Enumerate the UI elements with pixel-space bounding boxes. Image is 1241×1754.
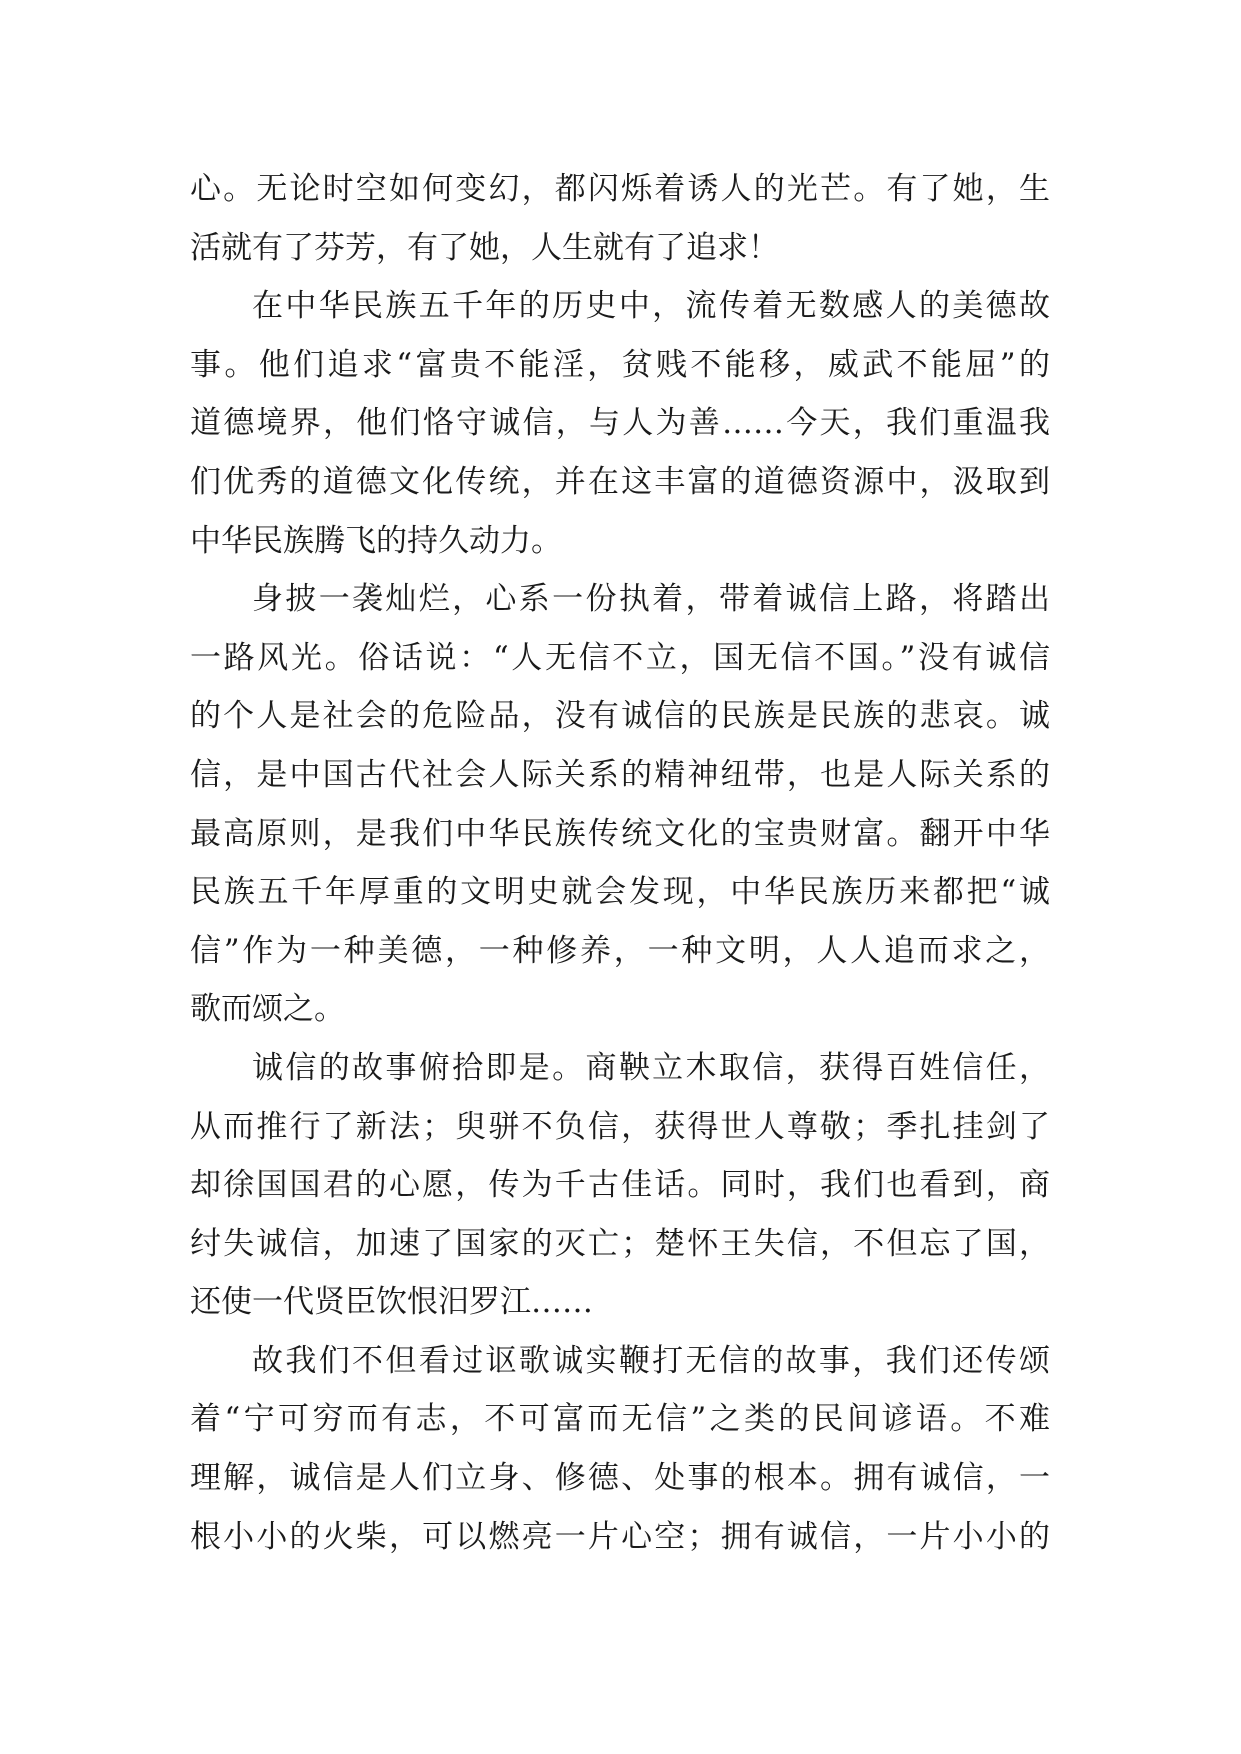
document-body <box>190 160 1050 1566</box>
text-line: 的个人是社会的危险品，没有诚信的民族是民族的悲哀。诚 <box>190 698 1050 735</box>
text-line: 活就有了芬芳，有了她，人生就有了追求！ <box>190 229 779 266</box>
text-line: 诚信的故事俯拾即是。商鞅立木取信，获得百姓信任， <box>252 1049 1050 1086</box>
text-line: 道德境界，他们恪守诚信，与人为善……今天，我们重温我 <box>190 405 1050 442</box>
paragraph <box>190 1332 1050 1566</box>
paragraph <box>190 277 1050 570</box>
text-line: 故我们不但看过讴歌诚实鞭打无信的故事，我们还传颂 <box>252 1342 1050 1379</box>
text-line: 事。他们追求“富贵不能淫，贫贱不能移，威武不能屈”的 <box>190 346 1050 383</box>
text-line: 根小小的火柴，可以燃亮一片心空；拥有诚信，一片小小的 <box>190 1518 1050 1555</box>
paragraph <box>190 1039 1050 1332</box>
text-line: 理解，诚信是人们立身、修德、处事的根本。拥有诚信，一 <box>190 1460 1050 1497</box>
text-line: 中华民族腾飞的持久动力。 <box>190 522 562 559</box>
text-line: 一路风光。俗话说：“人无信不立，国无信不国。”没有诚信 <box>190 639 1050 676</box>
text-line: 信”作为一种美德，一种修养，一种文明，人人追而求之， <box>190 932 1050 969</box>
text-line: 民族五千年厚重的文明史就会发现，中华民族历来都把“诚 <box>190 874 1050 911</box>
text-line: 心。无论时空如何变幻，都闪烁着诱人的光芒。有了她，生 <box>190 171 1050 207</box>
text-line: 身披一袭灿烂，心系一份执着，带着诚信上路，将踏出 <box>252 581 1050 618</box>
text-line: 着“宁可穷而有志，不可富而无信”之类的民间谚语。不难 <box>190 1401 1050 1438</box>
text-line: 却徐国国君的心愿，传为千古佳话。同时，我们也看到，商 <box>190 1167 1050 1204</box>
text-line: 最高原则，是我们中华民族传统文化的宝贵财富。翻开中华 <box>190 815 1050 852</box>
text-line: 们优秀的道德文化传统，并在这丰富的道德资源中，汲取到 <box>190 463 1050 500</box>
text-line: 歌而颂之。 <box>190 991 345 1028</box>
text-line: 信，是中国古代社会人际关系的精神纽带，也是人际关系的 <box>190 756 1050 793</box>
text-line: 在中华民族五千年的历史中，流传着无数感人的美德故 <box>252 288 1050 325</box>
paragraph <box>190 160 1050 277</box>
text-line: 还使一代贤臣饮恨汨罗江…… <box>190 1284 593 1321</box>
text-line: 纣失诚信，加速了国家的灭亡；楚怀王失信，不但忘了国， <box>190 1225 1050 1262</box>
paragraph <box>190 570 1050 1039</box>
text-line: 从而推行了新法；臾骈不负信，获得世人尊敬；季扎挂剑了 <box>190 1108 1050 1145</box>
